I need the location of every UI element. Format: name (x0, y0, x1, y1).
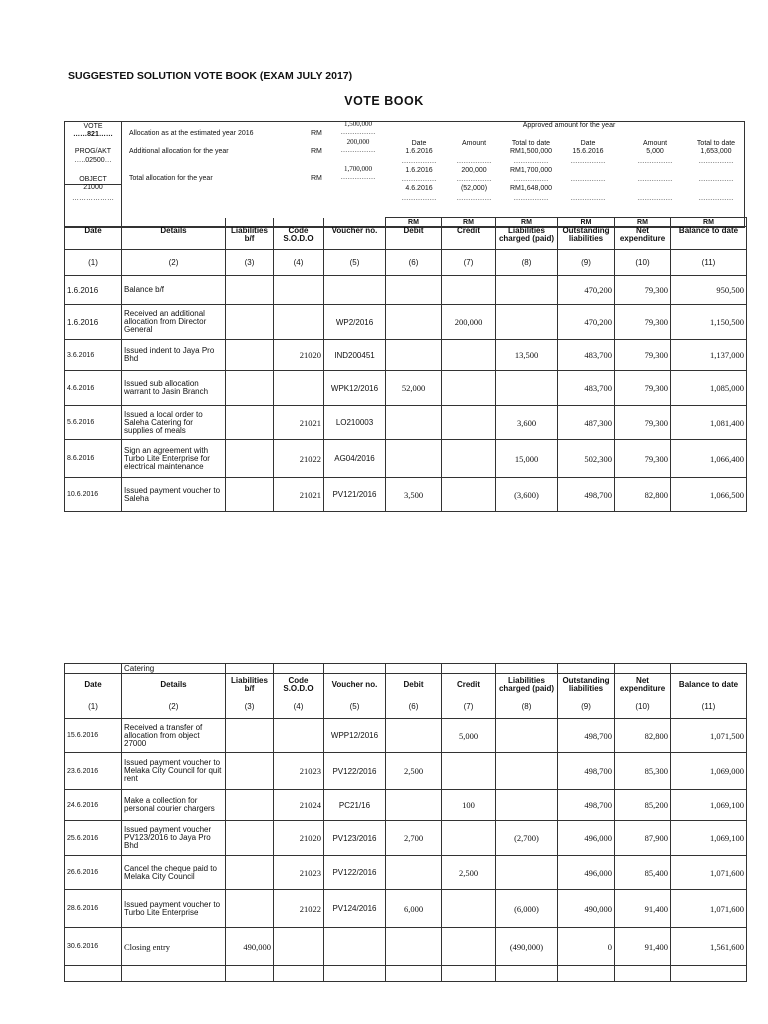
row-date: 1.6.2016 (65, 276, 122, 305)
row-code (274, 276, 324, 305)
col-number: (5) (324, 696, 386, 719)
row-net-expenditure: 79,300 (615, 340, 671, 371)
col-number: (4) (274, 696, 324, 719)
dots: …………… (637, 158, 673, 165)
document-title: VOTE BOOK (344, 94, 424, 108)
row-liabilities-bf (226, 821, 274, 856)
row-voucher: AG04/2016 (324, 440, 386, 478)
row-date: 15.6.2016 (65, 719, 122, 753)
col-header-liabilities-bf: Liabilities b/f (226, 227, 274, 250)
vote-value: ……821…… (73, 131, 113, 138)
row-outstanding: 487,300 (558, 406, 615, 440)
dots: …………… (513, 195, 549, 202)
row-details: Issued sub allocation warrant to Jasin Branch (122, 371, 226, 406)
row-voucher: PV124/2016 (324, 890, 386, 928)
table-row (65, 856, 747, 890)
row-credit: 200,000 (442, 305, 496, 340)
rm-label: RM (496, 218, 558, 227)
col-number: (6) (386, 250, 442, 276)
row-net-expenditure: 85,300 (615, 753, 671, 790)
table-row (65, 753, 747, 790)
table-row (65, 719, 747, 753)
dots: …………… (513, 158, 549, 165)
object-label: OBJECT (79, 176, 107, 183)
rm-label: RM (311, 175, 322, 182)
row-date: 1.6.2016 (65, 305, 122, 340)
row-outstanding: 483,700 (558, 340, 615, 371)
row-date: 26.6.2016 (65, 856, 122, 890)
dots: …………… (570, 176, 606, 183)
row-balance: 1,069,000 (671, 753, 747, 790)
col-number: (8) (496, 696, 558, 719)
row-code: 21021 (274, 478, 324, 512)
dots: …………… (456, 158, 492, 165)
vote-book-table-2 (64, 663, 747, 982)
col-number: (10) (615, 250, 671, 276)
col-header-outstanding: Outstanding liabilities (558, 227, 615, 250)
dots: …………… (401, 195, 437, 202)
row-details: Issued payment voucher PV123/2016 to Jaya Pro Bhd (122, 821, 226, 856)
dots: …………… (340, 147, 376, 154)
row-outstanding: 498,700 (558, 719, 615, 753)
row-code: 21023 (274, 753, 324, 790)
row-balance: 1,069,100 (671, 821, 747, 856)
table-row (65, 371, 747, 406)
row-liabilities-charged (496, 719, 558, 753)
column-number-row (65, 250, 747, 276)
row-balance: 1,071,500 (671, 719, 747, 753)
table-row (65, 890, 747, 928)
total-amount: 1,700,000 (344, 165, 372, 173)
row-balance: 1,085,000 (671, 371, 747, 406)
row-details: Received an additional allocation from Director General (122, 305, 226, 340)
col-header-code: Code S.O.D.O (274, 227, 324, 250)
col-number: (3) (226, 250, 274, 276)
row-code: 21021 (274, 406, 324, 440)
row-code (274, 928, 324, 966)
row-debit (386, 928, 442, 966)
allocation-amount: 1,500,000 (344, 120, 372, 128)
row-net-expenditure: 91,400 (615, 890, 671, 928)
row-balance: 1,081,400 (671, 406, 747, 440)
row-voucher (324, 928, 386, 966)
col-header-voucher: Voucher no. (324, 674, 386, 696)
row-liabilities-bf (226, 276, 274, 305)
row-liabilities-bf (226, 305, 274, 340)
row-code: 21020 (274, 340, 324, 371)
row-liabilities-charged: (2,700) (496, 821, 558, 856)
row-net-expenditure: 85,200 (615, 790, 671, 821)
row-debit (386, 406, 442, 440)
table-row (65, 305, 747, 340)
row-date: 8.6.2016 (65, 440, 122, 478)
row-outstanding: 496,000 (558, 856, 615, 890)
col-number: (4) (274, 250, 324, 276)
column-header-row (65, 227, 747, 250)
row-balance: 950,500 (671, 276, 747, 305)
row-debit (386, 440, 442, 478)
col-header-liabilities-bf: Liabilities b/f (226, 674, 274, 696)
col-number: (8) (496, 250, 558, 276)
col-header-outstanding: Outstanding liabilities (558, 674, 615, 696)
col-header-balance: Balance to date (671, 674, 747, 696)
row-liabilities-charged (496, 305, 558, 340)
row-voucher: PV123/2016 (324, 821, 386, 856)
approved-total-3: RM1,648,000 (509, 185, 553, 192)
dots: …………… (401, 176, 437, 183)
prog-value: …..02500… (74, 157, 112, 164)
rm-label: RM (671, 218, 747, 227)
row-outstanding: 496,000 (558, 821, 615, 856)
col-number: (5) (324, 250, 386, 276)
table-row (65, 928, 747, 966)
col-number: (10) (615, 696, 671, 719)
col-number: (2) (122, 250, 226, 276)
rm-label: RM (386, 218, 442, 227)
row-details: Closing entry (122, 928, 226, 966)
vote-header-box (64, 121, 745, 228)
row-voucher: WPP12/2016 (324, 719, 386, 753)
row-voucher: PC21/16 (324, 790, 386, 821)
row-liabilities-bf (226, 753, 274, 790)
row-liabilities-bf (226, 890, 274, 928)
row-details: Issued payment voucher to Saleha (122, 478, 226, 512)
row-details: Issued payment voucher to Turbo Lite Enterprise (122, 890, 226, 928)
row-liabilities-bf (226, 440, 274, 478)
row-net-expenditure: 79,300 (615, 406, 671, 440)
row-liabilities-bf (226, 340, 274, 371)
dots: …………… (340, 129, 376, 136)
row-details: Issued a local order to Saleha Catering for supplies of meals (122, 406, 226, 440)
row-details: Received a transfer of allocation from object 27000 (122, 719, 226, 753)
dots: …………… (698, 176, 734, 183)
approved-date-4: 15.6.2016 (572, 148, 604, 155)
empty-row (65, 966, 747, 982)
row-outstanding: 483,700 (558, 371, 615, 406)
row-outstanding: 0 (558, 928, 615, 966)
additional-allocation-text: Additional allocation for the year (129, 148, 229, 155)
dots: …………… (637, 195, 673, 202)
total-allocation-text: Total allocation for the year (129, 175, 213, 182)
row-liabilities-charged (496, 753, 558, 790)
row-debit (386, 276, 442, 305)
prog-label: PROG/AKT (74, 148, 112, 155)
row-balance: 1,071,600 (671, 890, 747, 928)
row-credit (442, 440, 496, 478)
document-heading: SUGGESTED SOLUTION VOTE BOOK (EXAM JULY 2017) (68, 70, 353, 82)
row-balance: 1,137,000 (671, 340, 747, 371)
row-credit: 2,500 (442, 856, 496, 890)
divider (121, 122, 122, 227)
row-net-expenditure: 82,800 (615, 478, 671, 512)
row-balance: 1,561,600 (671, 928, 747, 966)
row-details: Issued payment voucher to Melaka City Council for quit rent (122, 753, 226, 790)
row-net-expenditure: 79,300 (615, 440, 671, 478)
row-liabilities-charged: 3,600 (496, 406, 558, 440)
row-outstanding: 498,700 (558, 790, 615, 821)
row-date: 5.6.2016 (65, 406, 122, 440)
row-debit (386, 719, 442, 753)
row-liabilities-charged (496, 371, 558, 406)
row-liabilities-bf (226, 371, 274, 406)
dots: …………… (456, 195, 492, 202)
row-liabilities-bf (226, 719, 274, 753)
col-date: Date (411, 140, 427, 147)
col-number: (1) (65, 250, 122, 276)
row-date: 30.6.2016 (65, 928, 122, 966)
approved-date-1: 1.6.2016 (405, 148, 433, 155)
col-header-credit: Credit (442, 674, 496, 696)
row-date: 24.6.2016 (65, 790, 122, 821)
approved-date-2: 1.6.2016 (405, 167, 433, 174)
row-liabilities-bf (226, 856, 274, 890)
row-date: 23.6.2016 (65, 753, 122, 790)
column-number-row (65, 696, 747, 719)
dots: …………… (570, 195, 606, 202)
col-number: (1) (65, 696, 122, 719)
row-balance: 1,071,600 (671, 856, 747, 890)
rm-label: RM (311, 130, 322, 137)
col-number: (7) (442, 250, 496, 276)
row-code (274, 719, 324, 753)
col-total: Total to date (511, 140, 551, 147)
col-header-date: Date (65, 674, 122, 696)
row-balance: 1,066,500 (671, 478, 747, 512)
column-header-row (65, 674, 747, 696)
row-balance: 1,069,100 (671, 790, 747, 821)
table-row (65, 276, 747, 305)
col-number: (9) (558, 250, 615, 276)
object-dots: ……………… (72, 195, 114, 202)
row-liabilities-charged (496, 856, 558, 890)
row-voucher: WPK12/2016 (324, 371, 386, 406)
row-liabilities-charged: 13,500 (496, 340, 558, 371)
row-credit (442, 406, 496, 440)
row-credit: 100 (442, 790, 496, 821)
row-liabilities-bf (226, 478, 274, 512)
object-value: 21000 (83, 184, 103, 191)
approved-amount-3: (52,000) (460, 185, 488, 192)
row-liabilities-charged (496, 790, 558, 821)
table-row (65, 406, 747, 440)
row-outstanding: 490,000 (558, 890, 615, 928)
dots: …………… (340, 174, 376, 181)
row-debit: 52,000 (386, 371, 442, 406)
row-date: 25.6.2016 (65, 821, 122, 856)
table-row (65, 440, 747, 478)
row-liabilities-charged: (3,600) (496, 478, 558, 512)
row-code: 21022 (274, 440, 324, 478)
approved-total-4: 1,653,000 (700, 148, 732, 155)
row-credit (442, 753, 496, 790)
row-net-expenditure: 79,300 (615, 371, 671, 406)
row-debit: 2,700 (386, 821, 442, 856)
col-header-balance: Balance to date (671, 227, 747, 250)
col-date: Date (580, 140, 596, 147)
row-voucher: PV122/2016 (324, 753, 386, 790)
row-net-expenditure: 79,300 (615, 305, 671, 340)
caption-row (65, 664, 747, 674)
row-date: 28.6.2016 (65, 890, 122, 928)
approved-date-3: 4.6.2016 (405, 185, 433, 192)
row-code (274, 305, 324, 340)
col-header-debit: Debit (386, 227, 442, 250)
rm-label: RM (311, 148, 322, 155)
row-liabilities-charged (496, 276, 558, 305)
col-header-liabilities-charged: Liabilities charged (paid) (496, 227, 558, 250)
approved-total-2: RM1,700,000 (509, 167, 553, 174)
row-debit (386, 856, 442, 890)
row-net-expenditure: 79,300 (615, 276, 671, 305)
row-code: 21024 (274, 790, 324, 821)
row-details: Cancel the cheque paid to Melaka City Council (122, 856, 226, 890)
row-voucher: PV121/2016 (324, 478, 386, 512)
row-net-expenditure: 87,900 (615, 821, 671, 856)
dots: …………… (637, 176, 673, 183)
row-net-expenditure: 91,400 (615, 928, 671, 966)
row-code: 21020 (274, 821, 324, 856)
rm-label: RM (442, 218, 496, 227)
row-debit: 6,000 (386, 890, 442, 928)
col-header-voucher: Voucher no. (324, 227, 386, 250)
rm-unit-row (65, 218, 747, 227)
additional-amount: 200,000 (346, 138, 370, 146)
row-net-expenditure: 85,400 (615, 856, 671, 890)
table-row (65, 340, 747, 371)
col-number: (11) (671, 696, 747, 719)
col-header-debit: Debit (386, 674, 442, 696)
row-date: 3.6.2016 (65, 340, 122, 371)
col-total: Total to date (696, 140, 736, 147)
row-details: Make a collection for personal courier chargers (122, 790, 226, 821)
row-credit (442, 371, 496, 406)
row-debit: 3,500 (386, 478, 442, 512)
row-date: 10.6.2016 (65, 478, 122, 512)
row-liabilities-charged: 15,000 (496, 440, 558, 478)
row-credit (442, 276, 496, 305)
row-date: 4.6.2016 (65, 371, 122, 406)
row-credit (442, 821, 496, 856)
row-voucher: LO210003 (324, 406, 386, 440)
table-row (65, 821, 747, 856)
col-number: (3) (226, 696, 274, 719)
col-header-code: Code S.O.D.O (274, 674, 324, 696)
row-credit (442, 928, 496, 966)
dots: …………… (698, 158, 734, 165)
row-outstanding: 502,300 (558, 440, 615, 478)
vote-book-table-1 (64, 217, 747, 512)
row-outstanding: 470,200 (558, 305, 615, 340)
row-credit (442, 478, 496, 512)
col-header-details: Details (122, 674, 226, 696)
dots: …………… (456, 176, 492, 183)
vote-label: VOTE (83, 123, 103, 130)
row-code: 21022 (274, 890, 324, 928)
allocation-text: Allocation as at the estimated year 2016 (129, 130, 254, 137)
approved-total-1: RM1,500,000 (509, 148, 553, 155)
row-balance: 1,150,500 (671, 305, 747, 340)
approved-amount-2: 200,000 (461, 167, 487, 174)
row-liabilities-charged: (490,000) (496, 928, 558, 966)
table-row (65, 790, 747, 821)
col-number: (9) (558, 696, 615, 719)
col-number: (11) (671, 250, 747, 276)
col-number: (7) (442, 696, 496, 719)
row-code (274, 371, 324, 406)
row-liabilities-charged: (6,000) (496, 890, 558, 928)
row-credit: 5,000 (442, 719, 496, 753)
row-debit (386, 340, 442, 371)
col-amount: Amount (461, 140, 487, 147)
row-net-expenditure: 82,800 (615, 719, 671, 753)
rm-label: RM (615, 218, 671, 227)
row-details: Issued indent to Jaya Pro Bhd (122, 340, 226, 371)
row-outstanding: 498,700 (558, 478, 615, 512)
dots: …………… (570, 158, 606, 165)
col-number: (6) (386, 696, 442, 719)
row-voucher: WP2/2016 (324, 305, 386, 340)
col-number: (2) (122, 696, 226, 719)
approved-amount-4: 5,000 (646, 148, 664, 155)
row-credit (442, 340, 496, 371)
col-header-net-expenditure: Net expenditure (615, 674, 671, 696)
row-debit (386, 305, 442, 340)
row-liabilities-bf (226, 790, 274, 821)
row-details: Balance b/f (122, 276, 226, 305)
row-liabilities-bf (226, 406, 274, 440)
row-voucher (324, 276, 386, 305)
row-voucher: PV122/2016 (324, 856, 386, 890)
row-liabilities-bf: 490,000 (226, 928, 274, 966)
dots: …………… (698, 195, 734, 202)
row-code: 21023 (274, 856, 324, 890)
row-balance: 1,066,400 (671, 440, 747, 478)
col-header-details: Details (122, 227, 226, 250)
dots: …………… (513, 176, 549, 183)
dots: …………… (401, 158, 437, 165)
row-outstanding: 470,200 (558, 276, 615, 305)
table-caption: Catering (122, 664, 226, 674)
col-header-net-expenditure: Net expenditure (615, 227, 671, 250)
col-header-credit: Credit (442, 227, 496, 250)
row-voucher: IND200451 (324, 340, 386, 371)
col-header-date: Date (65, 227, 122, 250)
approved-title: Approved amount for the year (522, 122, 616, 129)
row-details: Sign an agreement with Turbo Lite Enterprise for electrical maintenance (122, 440, 226, 478)
col-amount: Amount (642, 140, 668, 147)
row-debit: 2,500 (386, 753, 442, 790)
col-header-liabilities-charged: Liabilities charged (paid) (496, 674, 558, 696)
rm-label: RM (558, 218, 615, 227)
row-debit (386, 790, 442, 821)
row-credit (442, 890, 496, 928)
row-outstanding: 498,700 (558, 753, 615, 790)
table-row (65, 478, 747, 512)
